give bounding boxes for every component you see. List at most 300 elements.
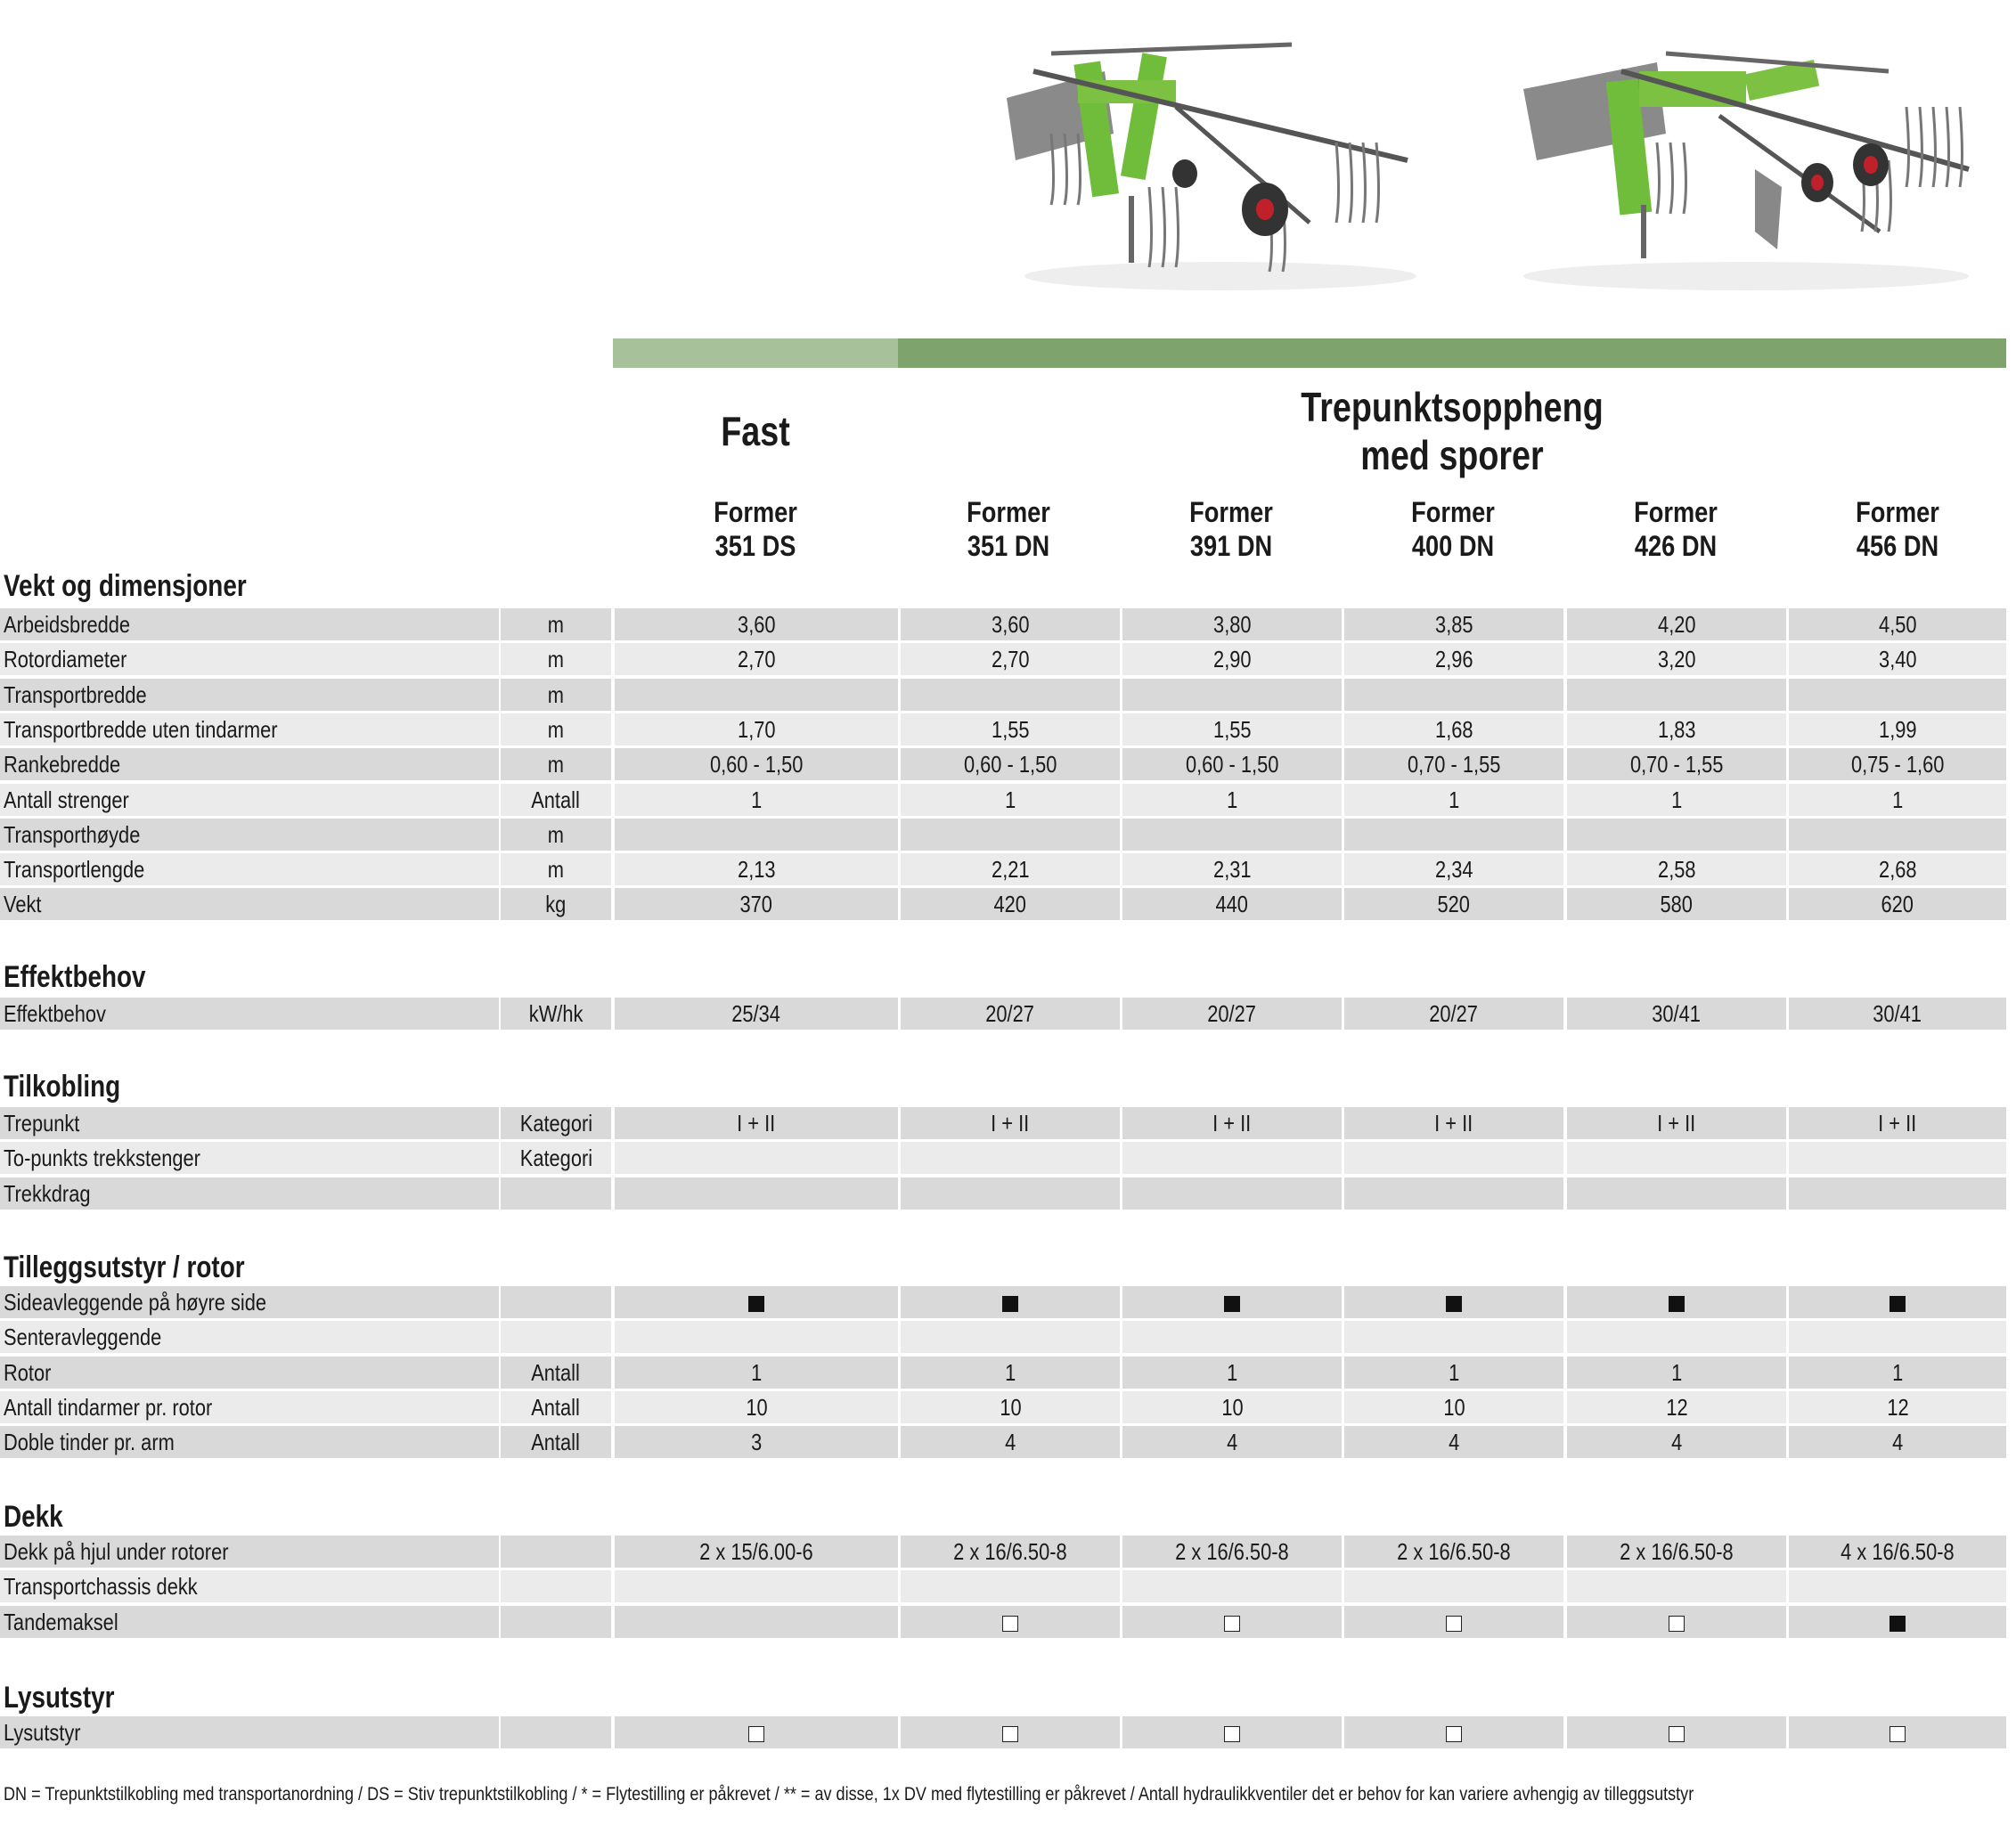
row-label-text: Transportbredde xyxy=(4,681,147,708)
row-unit xyxy=(501,819,611,851)
row-unit xyxy=(501,888,611,920)
value-cell xyxy=(1344,1321,1563,1353)
row-label xyxy=(0,998,499,1030)
value-cell xyxy=(1567,679,1786,711)
value-cell xyxy=(615,643,898,675)
empty-square-icon xyxy=(1669,1726,1685,1742)
row-unit xyxy=(501,1321,611,1353)
row-unit-text: m xyxy=(547,681,565,708)
value-cell xyxy=(901,1357,1120,1389)
value-cell-text: 0,60 - 1,50 xyxy=(1185,751,1279,778)
value-cell-text: 1 xyxy=(750,786,763,813)
value-cell-text: 1,55 xyxy=(1212,716,1252,743)
value-cell xyxy=(1567,1536,1786,1568)
value-cell xyxy=(1789,1107,2006,1139)
value-cell xyxy=(1789,1391,2006,1423)
value-cell xyxy=(1789,1606,2006,1638)
value-cell xyxy=(615,888,898,920)
value-cell-text: 12 xyxy=(1665,1394,1688,1421)
value-cell-text: 2 x 16/6.50-8 xyxy=(1620,1538,1734,1565)
row-unit xyxy=(501,1570,611,1602)
value-cell xyxy=(615,1321,898,1353)
value-cell-text: 30/41 xyxy=(1652,1000,1702,1027)
value-cell-text: 10 xyxy=(999,1394,1022,1421)
row-label-text: Effektbehov xyxy=(4,1000,106,1027)
model-header-line1: Former xyxy=(1189,496,1273,528)
model-header-line2: 456 DN xyxy=(1856,530,1939,562)
model-header-line2: 426 DN xyxy=(1634,530,1718,562)
value-cell-text: 1,99 xyxy=(1878,716,1917,743)
value-cell xyxy=(1567,784,1786,816)
model-header-line1: Former xyxy=(1411,496,1495,528)
value-cell xyxy=(1344,1716,1563,1748)
value-cell-text: 580 xyxy=(1660,891,1694,917)
value-cell xyxy=(1567,643,1786,675)
footnote: DN = Trepunktstilkobling med transportanordning / DS = Stiv trepunktstilkobling / * = Flytestilling er påkrevet / ** = av disse, 1x DV med flytestilling er påkrevet / Antall hydraulikkventiler det er behov for kan variere avhengig av tilleggsutstyr xyxy=(4,1784,1694,1805)
value-cell xyxy=(901,888,1120,920)
value-cell-text: 4 xyxy=(1004,1429,1016,1455)
value-cell xyxy=(1122,748,1342,780)
row-label-text: Senteravleggende xyxy=(4,1324,162,1350)
value-cell xyxy=(1567,1142,1786,1174)
value-cell xyxy=(615,679,898,711)
row-label-text: Transportlengde xyxy=(4,856,145,883)
row-label-text: Rotordiameter xyxy=(4,646,127,672)
empty-square-icon xyxy=(1224,1726,1240,1742)
value-cell xyxy=(1567,1716,1786,1748)
row-label xyxy=(0,713,499,745)
row-unit xyxy=(501,853,611,885)
value-cell xyxy=(1789,1426,2006,1458)
row-label xyxy=(0,784,499,816)
value-cell-text: 1 xyxy=(1891,1359,1904,1386)
row-unit xyxy=(501,1357,611,1389)
value-cell xyxy=(901,1426,1120,1458)
value-cell xyxy=(1789,679,2006,711)
row-unit-text: m xyxy=(547,751,565,778)
row-label-text: Antall strenger xyxy=(4,786,129,813)
value-cell xyxy=(1344,1357,1563,1389)
value-cell xyxy=(1567,1606,1786,1638)
value-cell xyxy=(1789,1536,2006,1568)
row-label xyxy=(0,888,499,920)
row-label-text: Rankebredde xyxy=(4,751,121,778)
value-cell xyxy=(615,998,898,1030)
value-cell-text: 1 xyxy=(1004,1359,1016,1386)
header-bar-fast xyxy=(613,338,898,368)
value-cell xyxy=(901,1536,1120,1568)
row-unit xyxy=(501,679,611,711)
row-unit-text: m xyxy=(547,821,565,848)
value-cell-text: 2,68 xyxy=(1878,856,1917,883)
value-cell-text: 420 xyxy=(993,891,1027,917)
value-cell-text: 20/27 xyxy=(985,1000,1035,1027)
value-cell xyxy=(1567,1321,1786,1353)
value-cell xyxy=(1567,1357,1786,1389)
value-cell-text: 2,34 xyxy=(1434,856,1473,883)
value-cell-text: 1,55 xyxy=(991,716,1030,743)
value-cell xyxy=(1567,1107,1786,1139)
value-cell-text: 2,90 xyxy=(1212,646,1252,672)
value-cell-text: 1 xyxy=(1670,786,1683,813)
section-title: Tilkobling xyxy=(4,1070,121,1104)
value-cell-text: I + II xyxy=(1434,1110,1473,1137)
rake-image-former-351 xyxy=(998,18,1434,303)
value-cell xyxy=(1344,1142,1563,1174)
row-unit-text: m xyxy=(547,611,565,638)
value-cell-text: 2 x 15/6.00-6 xyxy=(699,1538,813,1565)
row-unit xyxy=(501,748,611,780)
value-cell-text: 2,13 xyxy=(737,856,776,883)
row-unit xyxy=(501,643,611,675)
value-cell xyxy=(1344,713,1563,745)
row-unit xyxy=(501,1177,611,1210)
row-label xyxy=(0,679,499,711)
row-unit xyxy=(501,784,611,816)
row-unit-text: Antall xyxy=(531,1394,581,1421)
row-label xyxy=(0,1606,499,1638)
empty-square-icon xyxy=(748,1726,764,1742)
value-cell-text: 1 xyxy=(1226,786,1238,813)
value-cell xyxy=(615,1177,898,1210)
empty-square-icon xyxy=(1669,1616,1685,1632)
value-cell xyxy=(1122,888,1342,920)
row-unit xyxy=(501,713,611,745)
value-cell-text: I + II xyxy=(737,1110,776,1137)
value-cell xyxy=(1567,608,1786,640)
value-cell xyxy=(901,1142,1120,1174)
row-label xyxy=(0,1321,499,1353)
value-cell xyxy=(1122,1107,1342,1139)
value-cell xyxy=(1789,1570,2006,1602)
value-cell-text: 1 xyxy=(1004,786,1016,813)
value-cell-text: 0,75 - 1,60 xyxy=(1850,751,1945,778)
value-cell-text: 1 xyxy=(750,1359,763,1386)
value-cell xyxy=(1122,643,1342,675)
value-cell-text: 0,70 - 1,55 xyxy=(1407,751,1501,778)
empty-square-icon xyxy=(1446,1726,1462,1742)
value-cell xyxy=(1789,608,2006,640)
value-cell-text: 0,60 - 1,50 xyxy=(963,751,1057,778)
value-cell-text: 10 xyxy=(745,1394,768,1421)
value-cell xyxy=(1789,713,2006,745)
value-cell xyxy=(1789,853,2006,885)
value-cell-text: 4 x 16/6.50-8 xyxy=(1841,1538,1955,1565)
value-cell-text: 12 xyxy=(1886,1394,1909,1421)
empty-square-icon xyxy=(1224,1616,1240,1632)
value-cell-text: 1 xyxy=(1226,1359,1238,1386)
value-cell xyxy=(1789,1716,2006,1748)
row-label-text: Dekk på hjul under rotorer xyxy=(4,1538,229,1565)
row-unit-text: Kategori xyxy=(519,1110,592,1137)
model-header-2 xyxy=(915,495,1103,563)
value-cell xyxy=(615,713,898,745)
value-cell xyxy=(1344,784,1563,816)
filled-square-icon xyxy=(748,1296,764,1312)
value-cell xyxy=(1789,998,2006,1030)
group-title-trepunkt xyxy=(998,383,1906,479)
value-cell xyxy=(1344,1570,1563,1602)
empty-square-icon xyxy=(1002,1616,1018,1632)
value-cell xyxy=(1789,1286,2006,1318)
value-cell-text: 2,96 xyxy=(1434,646,1473,672)
row-label-text: Vekt xyxy=(4,891,42,917)
value-cell-text: 620 xyxy=(1881,891,1914,917)
value-cell xyxy=(1344,748,1563,780)
model-header-5 xyxy=(1582,495,1770,563)
value-cell xyxy=(1567,1286,1786,1318)
value-cell xyxy=(1567,748,1786,780)
row-label xyxy=(0,853,499,885)
row-label xyxy=(0,1286,499,1318)
model-header-line1: Former xyxy=(714,496,797,528)
row-label xyxy=(0,608,499,640)
value-cell xyxy=(1122,1321,1342,1353)
value-cell xyxy=(615,784,898,816)
value-cell xyxy=(901,1321,1120,1353)
value-cell xyxy=(615,1142,898,1174)
rake-image-former-456 xyxy=(1488,18,1987,303)
value-cell-text: 3,60 xyxy=(737,611,776,638)
row-unit xyxy=(501,608,611,640)
row-unit-text: kg xyxy=(545,891,567,917)
filled-square-icon xyxy=(1889,1616,1906,1632)
row-label xyxy=(0,1426,499,1458)
value-cell-text: 0,60 - 1,50 xyxy=(709,751,804,778)
row-unit xyxy=(501,1716,611,1748)
value-cell xyxy=(1567,853,1786,885)
row-label xyxy=(0,1107,499,1139)
empty-square-icon xyxy=(1446,1616,1462,1632)
section-title: Dekk xyxy=(4,1500,63,1534)
value-cell xyxy=(1122,998,1342,1030)
value-cell-text: I + II xyxy=(1657,1110,1696,1137)
value-cell xyxy=(1122,1426,1342,1458)
value-cell xyxy=(1344,1391,1563,1423)
row-unit xyxy=(501,1286,611,1318)
value-cell-text: 4 xyxy=(1226,1429,1238,1455)
section-title: Vekt og dimensjoner xyxy=(4,569,247,603)
value-cell xyxy=(615,748,898,780)
value-cell xyxy=(1567,713,1786,745)
value-cell xyxy=(615,1391,898,1423)
row-label-text: Transporthøyde xyxy=(4,821,141,848)
value-cell-text: 3 xyxy=(750,1429,763,1455)
value-cell-text: 3,85 xyxy=(1434,611,1473,638)
value-cell-text: 1,83 xyxy=(1657,716,1696,743)
value-cell xyxy=(1122,713,1342,745)
value-cell-text: 2,70 xyxy=(737,646,776,672)
value-cell xyxy=(1122,608,1342,640)
value-cell xyxy=(901,819,1120,851)
model-header-line2: 400 DN xyxy=(1411,530,1495,562)
row-label-text: Tandemaksel xyxy=(4,1609,118,1635)
model-header-line1: Former xyxy=(1634,496,1718,528)
value-cell xyxy=(1344,1107,1563,1139)
value-cell-text: 4 xyxy=(1670,1429,1683,1455)
value-cell-text: 1 xyxy=(1448,1359,1460,1386)
section-title: Effektbehov xyxy=(4,960,146,994)
value-cell-text: 20/27 xyxy=(1429,1000,1479,1027)
value-cell xyxy=(1789,643,2006,675)
value-cell xyxy=(901,1570,1120,1602)
value-cell-text: 30/41 xyxy=(1873,1000,1922,1027)
value-cell-text: 2 x 16/6.50-8 xyxy=(953,1538,1067,1565)
value-cell xyxy=(615,853,898,885)
row-label xyxy=(0,1177,499,1210)
value-cell xyxy=(1344,888,1563,920)
value-cell xyxy=(615,1606,898,1638)
value-cell xyxy=(1122,679,1342,711)
model-header-6 xyxy=(1804,495,1992,563)
value-cell-text: 2 x 16/6.50-8 xyxy=(1397,1538,1511,1565)
value-cell xyxy=(901,643,1120,675)
row-unit xyxy=(501,1107,611,1139)
row-unit xyxy=(501,1142,611,1174)
value-cell xyxy=(1789,1357,2006,1389)
model-header-line1: Former xyxy=(1856,496,1939,528)
value-cell xyxy=(1122,1570,1342,1602)
value-cell xyxy=(615,1570,898,1602)
value-cell-text: 0,70 - 1,55 xyxy=(1629,751,1724,778)
value-cell-text: 1 xyxy=(1891,786,1904,813)
value-cell xyxy=(1344,1606,1563,1638)
value-cell-text: 3,40 xyxy=(1878,646,1917,672)
value-cell-text: 3,20 xyxy=(1657,646,1696,672)
value-cell xyxy=(1344,1177,1563,1210)
filled-square-icon xyxy=(1669,1296,1685,1312)
value-cell xyxy=(1567,1391,1786,1423)
value-cell xyxy=(901,1391,1120,1423)
value-cell xyxy=(1122,819,1342,851)
value-cell xyxy=(615,1286,898,1318)
value-cell xyxy=(1122,1716,1342,1748)
value-cell xyxy=(1122,1391,1342,1423)
row-unit xyxy=(501,1606,611,1638)
value-cell xyxy=(901,784,1120,816)
value-cell xyxy=(1122,1357,1342,1389)
value-cell-text: 1,70 xyxy=(737,716,776,743)
value-cell xyxy=(1122,1286,1342,1318)
row-unit xyxy=(501,1536,611,1568)
value-cell-text: 2 x 16/6.50-8 xyxy=(1175,1538,1289,1565)
row-label xyxy=(0,1357,499,1389)
value-cell-text: 1 xyxy=(1448,786,1460,813)
value-cell xyxy=(901,713,1120,745)
value-cell-text: 25/34 xyxy=(731,1000,781,1027)
row-label xyxy=(0,1716,499,1748)
row-label-text: Trepunkt xyxy=(4,1110,80,1137)
section-title: Tilleggsutstyr / rotor xyxy=(4,1251,245,1284)
model-header-1 xyxy=(634,495,877,563)
value-cell xyxy=(1344,643,1563,675)
value-cell xyxy=(615,1426,898,1458)
row-label xyxy=(0,1391,499,1423)
value-cell-text: 20/27 xyxy=(1207,1000,1257,1027)
value-cell-text: 440 xyxy=(1215,891,1249,917)
value-cell-text: 1 xyxy=(1670,1359,1683,1386)
value-cell xyxy=(901,679,1120,711)
row-label-text: Sideavleggende på høyre side xyxy=(4,1289,267,1316)
empty-square-icon xyxy=(1002,1726,1018,1742)
value-cell-text: 4,20 xyxy=(1657,611,1696,638)
row-label-text: Doble tinder pr. arm xyxy=(4,1429,175,1455)
row-label xyxy=(0,748,499,780)
model-header-3 xyxy=(1138,495,1326,563)
row-label-text: Rotor xyxy=(4,1359,52,1386)
value-cell xyxy=(1122,853,1342,885)
value-cell-text: 1,68 xyxy=(1434,716,1473,743)
value-cell xyxy=(1344,1426,1563,1458)
model-header-line1: Former xyxy=(967,496,1050,528)
value-cell xyxy=(1122,1142,1342,1174)
value-cell xyxy=(1567,888,1786,920)
value-cell xyxy=(1567,998,1786,1030)
value-cell xyxy=(1567,1426,1786,1458)
row-label xyxy=(0,819,499,851)
value-cell-text: 370 xyxy=(739,891,773,917)
value-cell xyxy=(1344,998,1563,1030)
row-label xyxy=(0,1536,499,1568)
value-cell xyxy=(901,748,1120,780)
filled-square-icon xyxy=(1446,1296,1462,1312)
value-cell xyxy=(1344,819,1563,851)
value-cell-text: 2,70 xyxy=(991,646,1030,672)
value-cell xyxy=(1789,819,2006,851)
value-cell xyxy=(615,1536,898,1568)
value-cell xyxy=(1344,679,1563,711)
value-cell-text: 4,50 xyxy=(1878,611,1917,638)
value-cell xyxy=(901,1716,1120,1748)
value-cell-text: 10 xyxy=(1442,1394,1465,1421)
value-cell-text: 2,31 xyxy=(1212,856,1252,883)
row-label-text: Transportchassis dekk xyxy=(4,1573,198,1600)
value-cell xyxy=(901,1177,1120,1210)
value-cell-text: 2,21 xyxy=(991,856,1030,883)
value-cell-text: 10 xyxy=(1220,1394,1244,1421)
row-unit-text: Antall xyxy=(531,786,581,813)
value-cell xyxy=(1344,853,1563,885)
group-title-trepunkt-line1: Trepunktsoppheng xyxy=(1301,384,1604,430)
empty-square-icon xyxy=(1889,1726,1906,1742)
value-cell-text: 4 xyxy=(1891,1429,1904,1455)
value-cell-text: I + II xyxy=(1878,1110,1917,1137)
filled-square-icon xyxy=(1224,1296,1240,1312)
value-cell-text: 2,58 xyxy=(1657,856,1696,883)
value-cell xyxy=(1789,1177,2006,1210)
model-header-4 xyxy=(1359,495,1547,563)
value-cell xyxy=(615,1357,898,1389)
value-cell xyxy=(1344,1286,1563,1318)
value-cell xyxy=(901,1107,1120,1139)
section-title: Lysutstyr xyxy=(4,1681,115,1715)
value-cell xyxy=(1344,608,1563,640)
model-header-line2: 351 DS xyxy=(714,530,796,562)
value-cell-text: 3,60 xyxy=(991,611,1030,638)
group-title-fast: Fast xyxy=(721,408,790,454)
value-cell xyxy=(1789,748,2006,780)
row-label-text: Trekkdrag xyxy=(4,1180,91,1207)
value-cell xyxy=(615,1107,898,1139)
value-cell xyxy=(901,1606,1120,1638)
value-cell xyxy=(615,819,898,851)
row-label xyxy=(0,643,499,675)
model-header-line2: 391 DN xyxy=(1189,530,1273,562)
row-label xyxy=(0,1142,499,1174)
value-cell xyxy=(1789,1321,2006,1353)
row-unit-text: m xyxy=(547,646,565,672)
row-unit-text: m xyxy=(547,716,565,743)
